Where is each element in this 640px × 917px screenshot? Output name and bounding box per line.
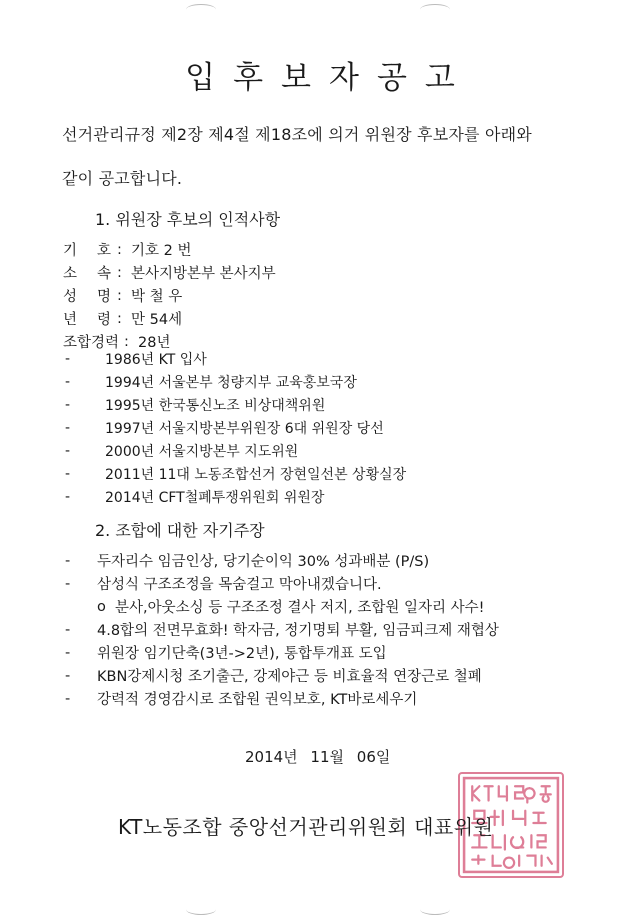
candidate-info [63,238,583,353]
info-row-career: 조합경력 : 28년 [63,330,583,353]
list-item: - KBN강제시청 조기출근, 강제야근 등 비효율적 연장근로 철폐 [65,667,482,685]
section-2-heading: 2. 조합에 대한 자기주장 [95,521,265,540]
list-item: - 두자리수 임금인상, 당기순이익 30% 성과배분 (P/S) [65,552,430,570]
list-item: - 위원장 임기단축(3년->2년), 통합투개표 도입 [65,644,387,662]
circle-bullet-icon: o [97,598,106,615]
info-label: 소 속 [63,266,111,282]
punch-mark [186,4,216,15]
info-label: 조합경력 [63,335,120,351]
list-item: - 강력적 경영감시로 조합원 권익보호, KT바로세우기 [65,690,418,708]
list-item: - 2011년 11대 노동조합선거 장현일선본 상황실장 [65,465,407,483]
info-value: 박 철 우 [131,289,183,305]
section-1-heading: 1. 위원장 후보의 인적사항 [95,210,281,229]
career-list [63,347,583,508]
list-item: - 삼성식 구조조정을 목숨걸고 막아내겠습니다. [65,575,382,593]
info-value: 만 54세 [131,312,183,328]
info-label: 년 령 [63,312,111,328]
punch-mark [420,904,450,915]
info-row-affiliation: 소 속 : 본사지방본부 본사지부 [63,261,583,284]
list-item: - 2014년 CFT철폐투쟁위원회 위원장 [65,488,325,506]
info-value: 기호 2 번 [131,243,192,259]
punch-mark [420,4,450,15]
info-row-age: 년 령 : 만 54세 [63,307,583,330]
list-item: o 분사,아웃소싱 등 구조조정 결사 저지, 조합원 일자리 사수! [97,598,485,616]
info-value: 본사지방본부 본사지부 [131,266,276,282]
info-value: 28년 [138,335,171,351]
list-item: - 1994년 서울본부 청량지부 교육홍보국장 [65,373,357,391]
notice-date: 2014년 11월 06일 [245,748,391,766]
info-row-number: 기 호 : 기호 2 번 [63,238,583,261]
list-item: - 2000년 서울지방본부 지도위원 [65,442,299,460]
intro-line-2: 같이 공고합니다. [62,169,183,188]
list-item: - 4.8합의 전면무효화! 학자금, 정기명퇴 부활, 임금피크제 재협상 [65,621,499,639]
info-row-name: 성 명 : 박 철 우 [63,284,583,307]
info-label: 기 호 [63,243,111,259]
intro-line-1: 선거관리규정 제2장 제4절 제18조에 의거 위원장 후보자를 아래와 [62,125,532,144]
punch-mark [186,904,216,915]
info-label: 성 명 [63,289,111,305]
claims-list [63,549,603,710]
list-item: - 1997년 서울지방본부위원장 6대 위원장 당선 [65,419,384,437]
signer-name: KT노동조합 중앙선거관리위원회 대표위원 [118,815,494,839]
list-item: - 1995년 한국통신노조 비상대책위원 [65,396,326,414]
list-item: - 1986년 KT 입사 [65,350,207,368]
document-title: 입후보자공고 [185,60,473,96]
